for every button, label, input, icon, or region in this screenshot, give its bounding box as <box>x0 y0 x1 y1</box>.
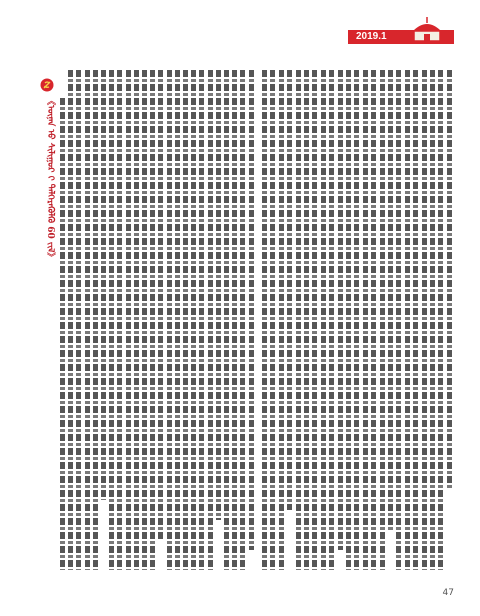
text-column-line <box>142 70 147 570</box>
text-column-line <box>109 70 114 570</box>
text-column-line <box>199 70 204 570</box>
body-text-right <box>262 70 458 570</box>
article-title: 《ᠦᠨᠡᠨ ᠦ᠋ ᠰᠢᠯᠢᠭᠤᠷ ᠢ᠋ ᠳᠡᠯᠭᠡᠷᠡᠭᠦᠯᠬᠦ 60 ᠵᠢᠯ》 <box>45 96 55 262</box>
text-column-line <box>208 70 213 570</box>
text-column-line <box>413 70 418 570</box>
text-column-line <box>126 70 131 570</box>
text-column-line <box>167 70 172 570</box>
text-column-line <box>287 70 292 570</box>
text-column-line <box>60 70 65 570</box>
text-column-line <box>76 70 81 570</box>
text-column-line <box>304 70 309 570</box>
page-number: 47 <box>442 588 454 598</box>
ger-yurt-icon <box>408 14 446 44</box>
text-column-line <box>321 70 326 570</box>
text-column-line <box>363 70 368 570</box>
text-column-line <box>262 70 267 570</box>
text-column-line <box>405 70 410 570</box>
text-column-line <box>175 70 180 570</box>
text-column-line <box>134 70 139 570</box>
text-column-line <box>422 70 427 570</box>
text-column-line <box>158 70 163 570</box>
text-column-line <box>447 70 452 570</box>
text-column-line <box>438 70 443 570</box>
text-column-line <box>388 70 393 570</box>
text-column-line <box>346 70 351 570</box>
text-column-line <box>371 70 376 570</box>
text-column-line <box>296 70 301 570</box>
text-column-line <box>249 70 254 570</box>
issue-label: 2019.1 <box>356 31 387 42</box>
text-column-line <box>150 70 155 570</box>
text-column-line <box>224 70 229 570</box>
party-emblem-icon <box>40 78 54 92</box>
text-column-line <box>354 70 359 570</box>
text-column-line <box>232 70 237 570</box>
text-column-line <box>85 70 90 570</box>
text-column-line <box>101 70 106 570</box>
text-column-line <box>216 70 221 570</box>
text-column-line <box>279 70 284 570</box>
text-column-line <box>117 70 122 570</box>
text-column-line <box>183 70 188 570</box>
text-column-line <box>240 70 245 570</box>
text-column-line <box>191 70 196 570</box>
text-column-line <box>68 70 73 570</box>
text-column-line <box>329 70 334 570</box>
text-column-line <box>270 70 275 570</box>
text-column-line <box>338 70 343 570</box>
text-column-line <box>93 70 98 570</box>
text-column-line <box>430 70 435 570</box>
body-text-left <box>60 70 260 570</box>
text-column-line <box>312 70 317 570</box>
text-column-line <box>396 70 401 570</box>
text-column-line <box>380 70 385 570</box>
